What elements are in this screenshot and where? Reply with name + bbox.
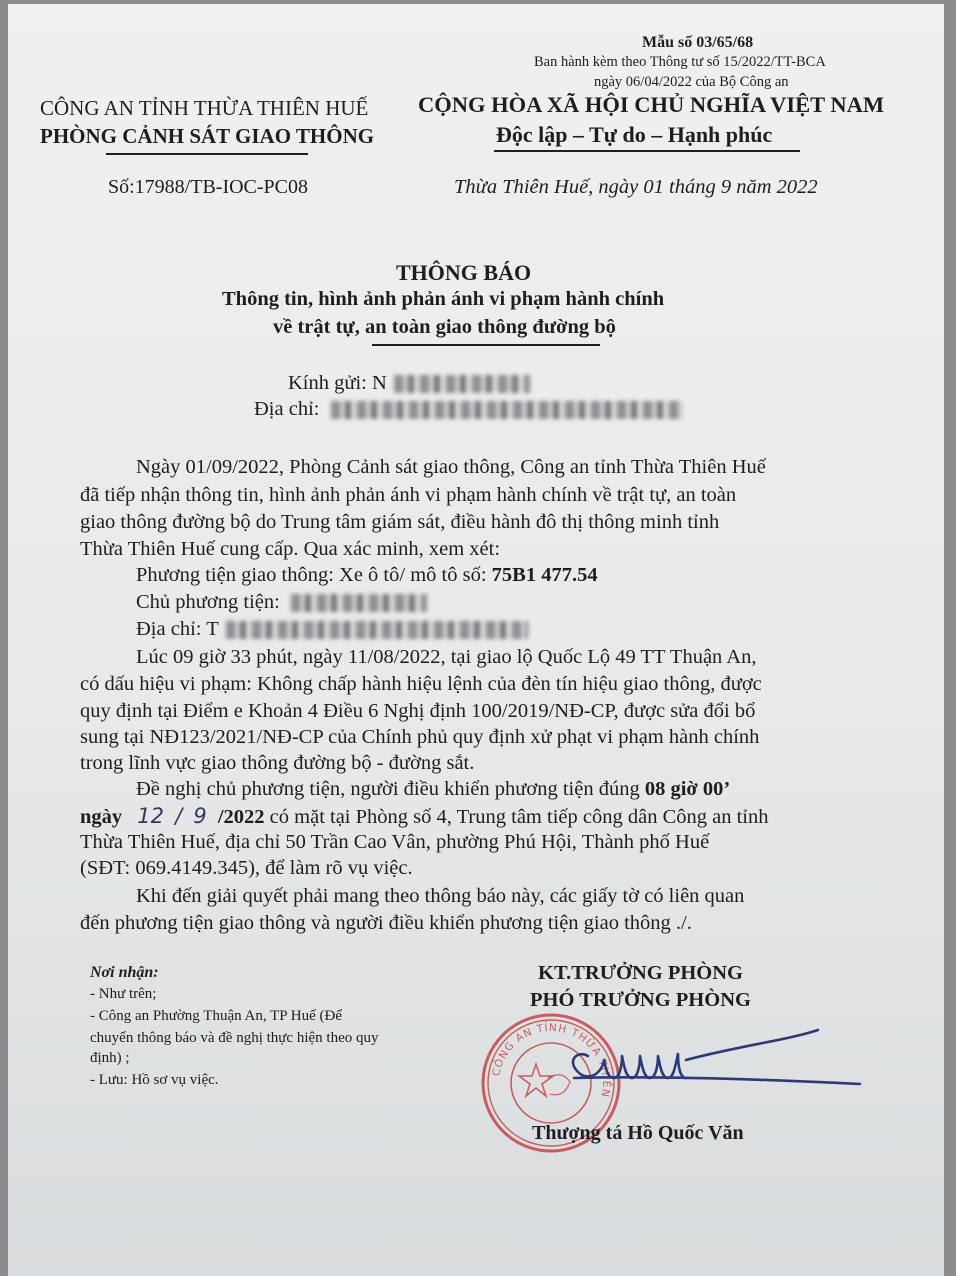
vehicle-label: Phương tiện giao thông: Xe ô tô/ mô tô số:: [136, 564, 492, 586]
recipients-item2-line2: chuyển thông báo và đề nghị thực hiện theo quy: [90, 1030, 379, 1046]
owner-line: [136, 591, 427, 614]
stamp-star-icon: [519, 1064, 553, 1096]
form-issued-with: Ban hành kèm theo Thông tư số 15/2022/TT-BCA: [534, 54, 826, 70]
nation-heading: CỘNG HÒA XÃ HỘI CHỦ NGHĨA VIỆT NAM: [418, 92, 885, 117]
recipients-item1: - Như trên;: [90, 986, 157, 1002]
recipients-heading: Nơi nhận:: [90, 964, 159, 981]
paragraph2-line2: có dấu hiệu vi phạm: Không chấp hành hiệu lệnh của đèn tín hiệu giao thông, được: [80, 673, 762, 695]
paragraph3-line4: (SĐT: 069.4149.345), để làm rõ vụ việc.: [80, 857, 413, 879]
paragraph3-line2: [80, 804, 768, 829]
redacted-owner-name: [291, 594, 427, 612]
document-page: [8, 4, 944, 1276]
stamp-text: CÔNG AN TỈNH THỪA THIÊN: [490, 1021, 613, 1099]
signature-title-line1: KT.TRƯỞNG PHÒNG: [538, 962, 743, 984]
redacted-owner-address: [226, 621, 528, 639]
appointment-time: 08 giờ 00’: [644, 778, 731, 800]
paragraph3-line3: Thừa Thiên Huế, địa chỉ 50 Trần Cao Vân, phường Phú Hội, Thành phố Huế: [80, 831, 710, 853]
motto-underline: [494, 150, 800, 152]
notice-subtitle-line2: về trật tự, an toàn giao thông đường bộ: [273, 316, 616, 338]
vehicle-plate: 75B1 477.54: [491, 564, 598, 586]
owner-label: Chủ phương tiện:: [136, 591, 280, 613]
signer-name: Thượng tá Hồ Quốc Văn: [532, 1122, 744, 1144]
recipients-item2-line1: - Công an Phường Thuận An, TP Huế (Để: [90, 1008, 343, 1024]
paragraph1-line3: giao thông đường bộ do Trung tâm giám sát, điều hành đô thị thông minh tỉnh: [80, 511, 720, 533]
redacted-recipient-name: [394, 375, 530, 393]
paragraph2-line4: sung tại NĐ123/2021/NĐ-CP của Chính phủ quy định xử phạt vi phạm hành chính: [80, 726, 760, 748]
recipient-address-line: [254, 398, 683, 421]
notice-title: THÔNG BÁO: [396, 260, 532, 285]
title-underline: [372, 344, 600, 346]
appointment-year: /2022: [217, 806, 265, 828]
owner-address-label: Địa chỉ: T: [136, 618, 219, 640]
form-issued-date: ngày 06/04/2022 của Bộ Công an: [594, 74, 789, 90]
nation-motto: Độc lập – Tự do – Hạnh phúc: [496, 122, 773, 147]
paragraph4-line2: đến phương tiện giao thông và người điều khiển phương tiện giao thông ./.: [80, 912, 692, 934]
paragraph1-line4: Thừa Thiên Huế cung cấp. Qua xác minh, xem xét:: [80, 538, 501, 560]
paragraph3-line1: [136, 778, 730, 801]
appointment-day-label: ngày: [80, 806, 123, 828]
paragraph1-line1: Ngày 01/09/2022, Phòng Cảnh sát giao thông, Công an tỉnh Thừa Thiên Huế: [136, 456, 766, 478]
signature-title-line2: PHÓ TRƯỞNG PHÒNG: [530, 989, 751, 1011]
paragraph3-text: Đề nghị chủ phương tiện, người điều khiển phương tiện đúng: [136, 778, 645, 800]
redacted-recipient-address: [331, 401, 683, 419]
paragraph3-line2-rest: có mặt tại Phòng số 4, Trung tâm tiếp công dân Công an tỉnh: [264, 806, 769, 828]
form-code: Mẫu số 03/65/68: [642, 34, 754, 51]
handwritten-month: 9: [193, 804, 207, 828]
paragraph2-line5: trong lĩnh vực giao thông đường bộ - đường sắt.: [80, 752, 475, 774]
paragraph1-line2: đã tiếp nhận thông tin, hình ảnh phản ánh vi phạm hành chính về trật tự, an toàn: [80, 484, 737, 506]
recipients-item3: - Lưu: Hồ sơ vụ việc.: [90, 1072, 219, 1088]
recipient-line: [288, 372, 530, 395]
vehicle-line: [136, 564, 598, 587]
handwritten-signature: [568, 1026, 878, 1106]
place-date: Thừa Thiên Huế, ngày 01 tháng 9 năm 2022: [454, 176, 818, 198]
owner-address-line: [136, 618, 528, 641]
recipients-item2-line3: định) ;: [90, 1050, 130, 1066]
handwritten-slash: /: [175, 804, 183, 828]
document-number: Số:17988/TB-IOC-PC08: [108, 176, 309, 198]
paragraph2-line1: Lúc 09 giờ 33 phút, ngày 11/08/2022, tại giao lộ Quốc Lộ 49 TT Thuận An,: [136, 646, 757, 668]
handwritten-day: 12: [137, 804, 165, 828]
recipient-label: Kính gửi: N: [288, 372, 387, 394]
notice-subtitle-line1: Thông tin, hình ảnh phản ánh vi phạm hành chính: [222, 288, 665, 310]
department-underline: [106, 153, 308, 155]
paragraph2-line3: quy định tại Điểm e Khoản 4 Điều 6 Nghị định 100/2019/NĐ-CP, được sửa đổi bổ: [80, 700, 756, 722]
recipient-address-label: Địa chỉ:: [254, 398, 320, 420]
department-name: PHÒNG CẢNH SÁT GIAO THÔNG: [40, 124, 375, 148]
paragraph4-line1: Khi đến giải quyết phải mang theo thông báo này, các giấy tờ có liên quan: [136, 885, 745, 907]
agency-name: CÔNG AN TỈNH THỪA THIÊN HUẾ: [40, 96, 369, 120]
